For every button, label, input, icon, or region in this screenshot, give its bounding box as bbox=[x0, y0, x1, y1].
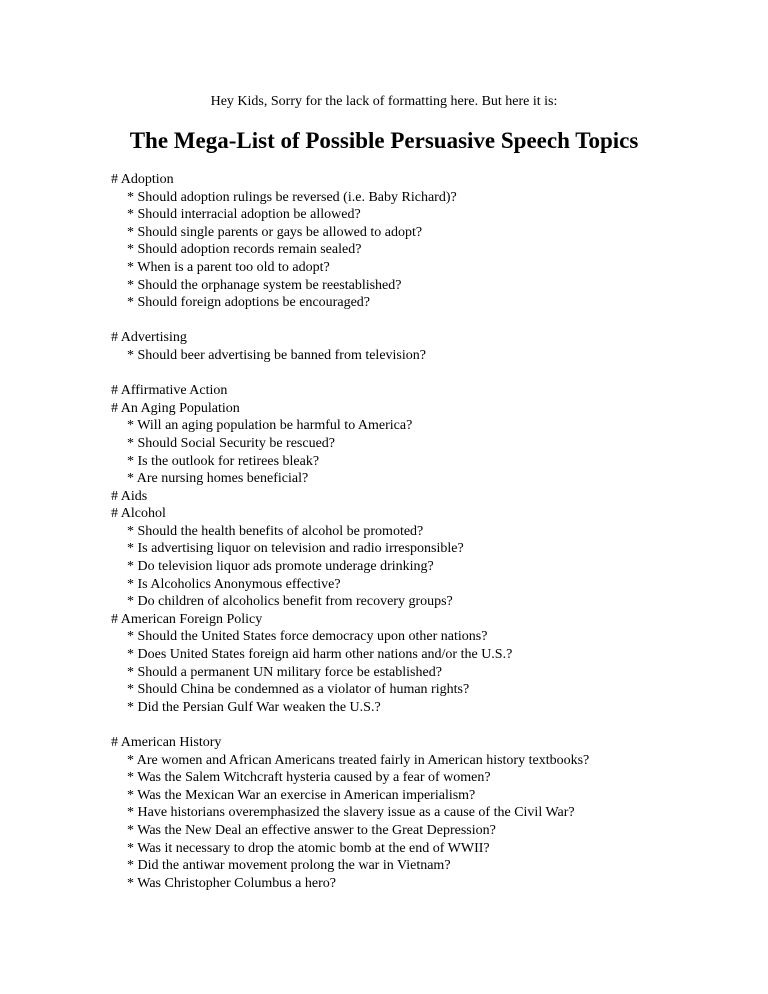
list-item: * Should China be condemned as a violator of human rights? bbox=[127, 682, 470, 698]
list-item: * Will an aging population be harmful to America? bbox=[127, 418, 413, 434]
list-item: * Are women and African Americans treated fairly in American history textbooks? bbox=[127, 752, 590, 768]
list-item: * Should interracial adoption be allowed? bbox=[127, 207, 361, 223]
list-item: * Was Christopher Columbus a hero? bbox=[127, 875, 336, 891]
list-item: * Are nursing homes beneficial? bbox=[127, 471, 309, 487]
list-item: * Should the orphanage system be reestablished? bbox=[127, 277, 402, 293]
section-heading: # American Foreign Policy bbox=[111, 611, 263, 627]
list-item: * Was the Salem Witchcraft hysteria caused by a fear of women? bbox=[127, 770, 491, 786]
list-item: * Should adoption rulings be reversed (i.e. Baby Richard)? bbox=[127, 189, 457, 205]
list-item: * Is the outlook for retirees bleak? bbox=[127, 453, 320, 469]
section-affirmative-action bbox=[111, 382, 751, 400]
list-item: * When is a parent too old to adopt? bbox=[127, 259, 330, 275]
intro-text: Hey Kids, Sorry for the lack of formatting here. But here it is: bbox=[210, 94, 558, 109]
list-item: * Should a permanent UN military force be established? bbox=[127, 664, 442, 680]
list-item: * Do television liquor ads promote underage drinking? bbox=[127, 559, 434, 575]
topic-list bbox=[111, 171, 751, 892]
list-item: * Should beer advertising be banned from television? bbox=[127, 347, 426, 363]
section-aids bbox=[111, 488, 751, 506]
page-title: The Mega-List of Possible Persuasive Speech Topics bbox=[129, 128, 639, 153]
section-aging-population bbox=[111, 400, 751, 488]
list-item: * Have historians overemphasized the slavery issue as a cause of the Civil War? bbox=[127, 805, 575, 821]
section-heading: # Aids bbox=[111, 488, 148, 504]
section-alcohol bbox=[111, 505, 751, 611]
list-item: * Did the antiwar movement prolong the war in Vietnam? bbox=[127, 858, 451, 874]
section-heading: # Alcohol bbox=[111, 506, 166, 522]
section-heading: # Adoption bbox=[111, 172, 174, 187]
list-item: * Should single parents or gays be allowed to adopt? bbox=[127, 224, 423, 240]
list-item: * Should adoption records remain sealed? bbox=[127, 242, 362, 258]
list-item: * Was it necessary to drop the atomic bomb at the end of WWII? bbox=[127, 840, 490, 856]
list-item: * Should Social Security be rescued? bbox=[127, 435, 336, 451]
section-american-history bbox=[111, 734, 751, 892]
section-american-foreign-policy bbox=[111, 611, 751, 717]
section-advertising bbox=[111, 329, 751, 364]
list-item: * Do children of alcoholics benefit from recovery groups? bbox=[127, 594, 453, 610]
section-adoption bbox=[111, 171, 751, 312]
list-item: * Was the Mexican War an exercise in American imperialism? bbox=[127, 787, 476, 803]
list-item: * Should the health benefits of alcohol be promoted? bbox=[127, 523, 424, 539]
section-heading: # Advertising bbox=[111, 330, 187, 346]
list-item: * Was the New Deal an effective answer to the Great Depression? bbox=[127, 822, 496, 838]
list-item: * Did the Persian Gulf War weaken the U.S.? bbox=[127, 699, 381, 715]
list-item: * Should foreign adoptions be encouraged? bbox=[127, 295, 370, 311]
section-heading: # Affirmative Action bbox=[111, 383, 228, 399]
list-item: * Is advertising liquor on television and radio irresponsible? bbox=[127, 541, 464, 557]
list-item: * Should the United States force democracy upon other nations? bbox=[127, 629, 488, 645]
section-heading: # American History bbox=[111, 735, 222, 750]
section-heading: # An Aging Population bbox=[111, 400, 240, 416]
list-item: * Is Alcoholics Anonymous effective? bbox=[127, 576, 341, 592]
list-item: * Does United States foreign aid harm other nations and/or the U.S.? bbox=[127, 647, 513, 663]
